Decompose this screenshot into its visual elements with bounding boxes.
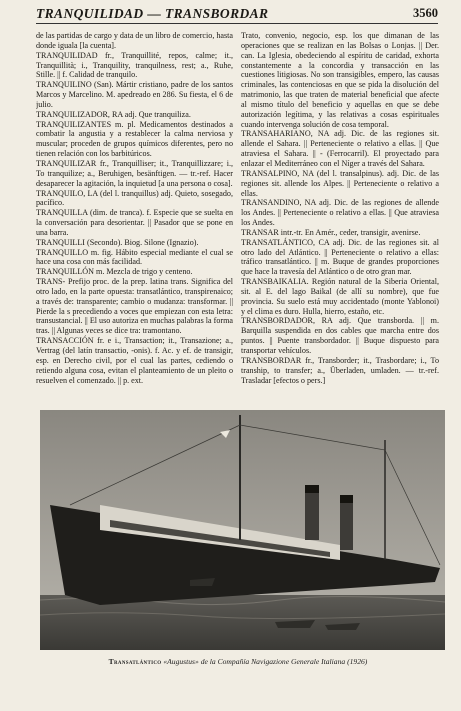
entry-paragraph: TRANQUILLI (Secondo). Biog. Silone (Ignazio). xyxy=(36,237,199,247)
header-rule xyxy=(36,23,438,24)
ship-photograph xyxy=(40,410,445,650)
header-title: TRANQUILIDAD — TRANSBORDAR xyxy=(36,6,269,21)
entry-paragraph: TRANQUILIZADOR, RA adj. Que tranquiliza. xyxy=(36,109,191,119)
caption-text: «Augustus» de la Compañía Navigazione Generale Italiana (1926) xyxy=(163,657,368,666)
page-number: 3560 xyxy=(413,6,438,20)
entry-paragraph: TRANQUILIDAD fr., Tranquillité, repos, calme; it., Tranquillità; i., Tranquility, tranquilness, rest; a., Ruhe, Stille. || f. Calidad de tranquilo. xyxy=(36,50,233,80)
entry-paragraph: TRANQUILLÓN m. Mezcla de trigo y centeno. xyxy=(36,267,193,277)
running-header xyxy=(36,6,438,24)
entry-paragraph: TRANQUILIZANTES m. pl. Medicamentos destinados a combatir la angustia y a restablecer la calma nerviosa y muscular; proceden de grupos químicos diferentes, pero no tienen relación con los barbitúricos. xyxy=(36,119,233,159)
entry-paragraph: TRANSBORDAR fr., Transborder; it., Trasbordare; i., To tranship, to transfer; a., Überladen, umladen. — tr.-ref. Trasladar [efectos o pers.] xyxy=(241,355,439,385)
entry-paragraph: Trato, convenio, negocio, esp. los que dimanan de las operaciones que se realizan en las Bolsas o Lonjas. || Der. can. La Iglesia, obedeciendo al espíritu de caridad, exhorta constantemente a la concordia y transacción en las cuestiones litigiosas. No son transigibles, empero, las causas criminales, las contenciosas en que se pida la disolución del matrimonio, las que traten de material beneficial que afecte al mismo título del beneficio y aquellas en que se debe autorización legítima, y las relativas a cosas espirituales cuando intervenga solución de cosa temporal. xyxy=(241,31,439,129)
entry-paragraph: TRANSBORDADOR, RA adj. Que transborda. || m. Barquilla suspendida en dos cables que marcha entre dos puntos. || Puente transbordador. || Buque dispuesto para transportar vehículos. xyxy=(241,316,439,355)
entry-paragraph: TRANSAHARIANO, NA adj. Dic. de las regiones sit. allende el Sahara. || Perteneciente o relativo a ellas. || Que atraviesa el Sahara. || - (Ferrocarril). El proyectado para enlazar el Mediterráneo con el Níger a través del Sahara. xyxy=(241,129,439,168)
entry-paragraph: TRANQUILIZAR fr., Tranquilliser; it., Tranquillizzare; i., To tranquilize; a., Beruhigen, besänftigen. — tr.-ref. Hacer desaparecer la agitación, la inquietud [a una persona o cosa]. xyxy=(36,158,233,188)
caption-label: Transatlántico xyxy=(108,657,162,666)
entry-paragraph: TRANQUILLO m. fig. Hábito especial mediante el cual se hace una cosa con más facilidad. xyxy=(36,247,233,267)
right-text-column xyxy=(241,31,439,402)
entry-paragraph: TRANQUILINO (San). Mártir cristiano, padre de los santos Marcos y Marcelino. M. apedreado en 286. Su fiesta, el 6 de julio. xyxy=(36,80,233,109)
entry-paragraph: TRANSAR intr.-tr. En Amér., ceder, transigir, avenirse. xyxy=(241,227,421,237)
entry-paragraph: TRANQUILO, LA (del l. tranquillus) adj. Quieto, sosegado, pacífico. xyxy=(36,188,233,208)
entry-paragraph: de las partidas de cargo y data de un libro de comercio, hasta donde iguala [la cuenta]. xyxy=(36,31,233,50)
entry-paragraph: TRANSALPINO, NA (del l. transalpinus). adj. Dic. de las regiones sit. allende los Alpes. || Perteneciente o relativo a ellas. xyxy=(241,168,439,198)
entry-paragraph: TRANSBAIKALIA. Región natural de la Siberia Oriental, sit. al E. del lago Baikal (de allí su nombre), que fue provincia. Su suelo está muy accidentado (monte Yablonoi) y el clima es duro. Hulla, hierro, estaño, etc. xyxy=(241,277,439,316)
entry-paragraph: TRANSACCIÓN fr. e i., Transaction; it., Transazione; a., Vertrag (del latín transactio, -onis). f. Ac. y ef. de transigir, esp. en Derecho civil, por el cual las partes, cediendo o retiendo alguna cosa, evitan el planteamiento de un pleito o resuelven el comenzado. || p. ext. xyxy=(36,336,233,385)
entry-paragraph: TRANSATLÁNTICO, CA adj. Dic. de las regiones sit. al otro lado del Atlántico. || Perteneciente o relativo a ellas: tráfico transatlántico. || m. Buque de grandes proporciones que hace la travesía del Atlántico o de otro gran mar. xyxy=(241,237,439,277)
entry-paragraph: TRANSANDINO, NA adj. Dic. de las regiones de allende los Andes. || Perteneciente o relativo a ellas. || Que atraviesa los Andes. xyxy=(241,198,439,228)
figure-caption xyxy=(36,657,440,666)
entry-paragraph: TRANS- Prefijo proc. de la prep. latina trans. Significa del otro lado, en la parte opuesta: transatlántico, transpirenaico; a través de: transparente; cambio o mudanza: transformar. || Pierde la s precediendo a voces que empiezan con esta letra: transustancial. || El uso autoriza en muchas palabras la forma tras. || Algunas veces se dice tra: tramontano. xyxy=(36,277,233,336)
entry-paragraph: TRANQUILLA (dim. de tranca). f. Especie que se suelta en la conversación para desorientar. || Pasador que se pone en una barra. xyxy=(36,208,233,237)
left-text-column xyxy=(36,31,233,402)
